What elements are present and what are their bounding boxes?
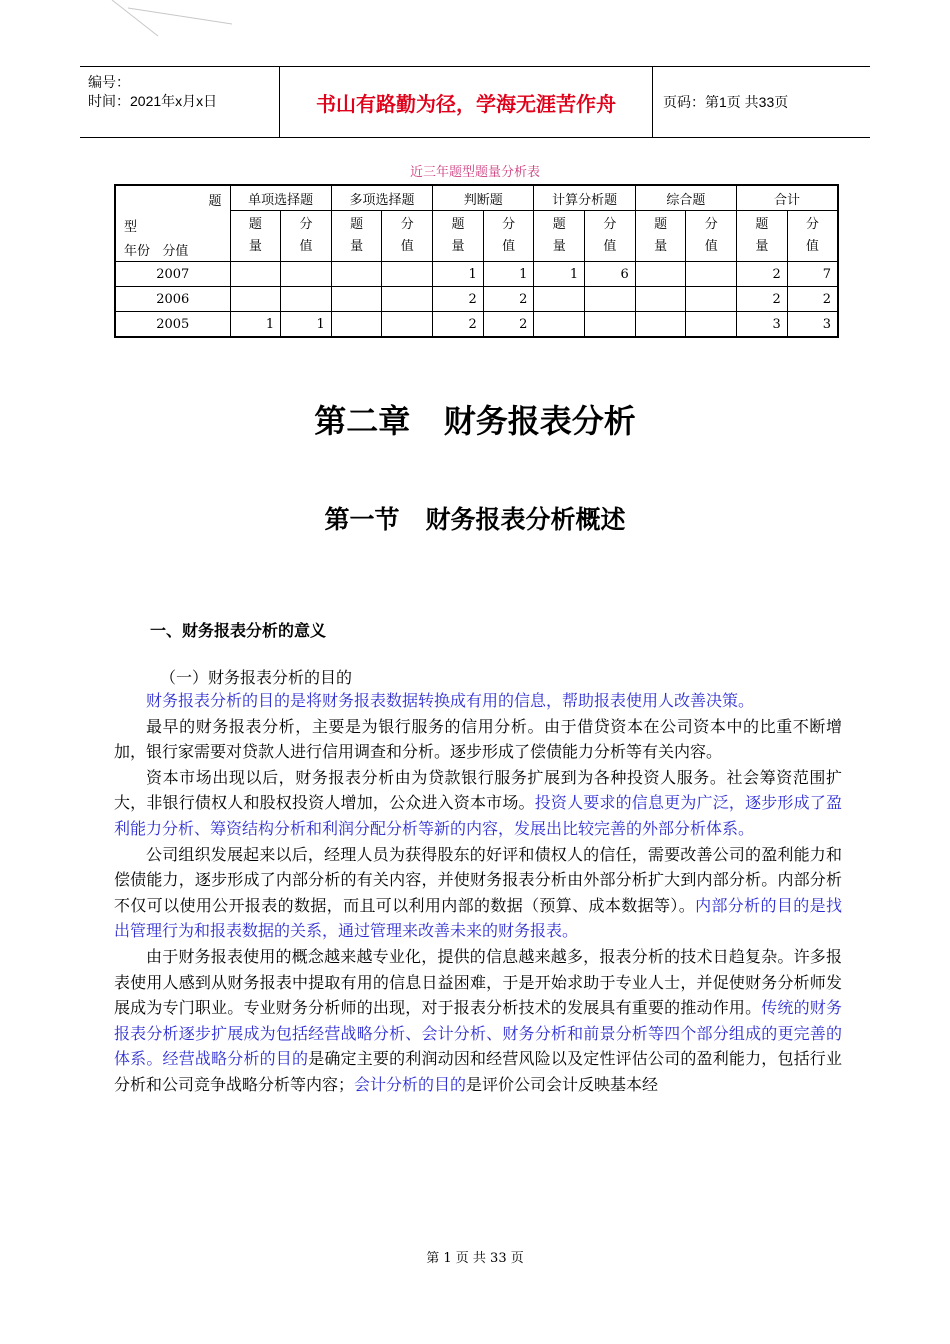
- table-cell: 2: [433, 287, 484, 312]
- sub-header-count: 题 量: [230, 211, 281, 262]
- text-segment: 是评价公司会计反映基本经: [466, 1074, 659, 1094]
- sub-header-score: 分 值: [281, 211, 332, 262]
- table-cell: 2: [737, 262, 788, 287]
- paragraph: [114, 842, 842, 944]
- corner-decoration: [0, 0, 240, 40]
- corner-bottom-label: 年份 分值: [124, 244, 189, 259]
- heading-1: 一、财务报表分析的意义: [150, 621, 327, 640]
- heading-2: （一）财务报表分析的目的: [160, 668, 353, 687]
- paragraph: [114, 688, 842, 714]
- table-cell: 1: [433, 262, 484, 287]
- highlighted-text: 会计分析的目的: [354, 1074, 467, 1094]
- table-cell: 2: [483, 312, 534, 338]
- sub-header-score: 分 值: [585, 211, 636, 262]
- section-title: 第一节 财务报表分析概述: [324, 505, 626, 534]
- table-cell: [331, 262, 382, 287]
- sub-header-count: 题 量: [534, 211, 585, 262]
- time-label: 时间：2021年x月x日: [88, 93, 218, 109]
- sub-header-count: 题 量: [331, 211, 382, 262]
- highlighted-text: 内部分析的目的是找出管理行为和报表数据的关系，通过管理来改善未来的财务报表。: [114, 895, 842, 941]
- group-header: 判断题: [433, 185, 534, 211]
- table-cell: 2: [737, 287, 788, 312]
- document-header: [80, 66, 870, 138]
- group-header: 综合题: [635, 185, 736, 211]
- code-label: 编号：: [88, 74, 130, 90]
- table-cell: [585, 312, 636, 338]
- table-cell: 1: [534, 262, 585, 287]
- group-header: 单项选择题: [230, 185, 331, 211]
- table-cell: [534, 312, 585, 338]
- table-cell: [686, 262, 737, 287]
- table-cell: [635, 287, 686, 312]
- table-cell: [585, 287, 636, 312]
- sub-header-score: 分 值: [382, 211, 433, 262]
- table-caption: 近三年题型题量分析表: [409, 165, 540, 180]
- text-segment: 是确定主要的利润动因和经营风险以及定性评估公司的盈利能力，包括行业分析和公司竞争战略分析等内容；: [114, 1049, 842, 1094]
- sub-header-count: 题 量: [433, 211, 484, 262]
- table-cell: [382, 312, 433, 338]
- sub-header-score: 分 值: [686, 211, 737, 262]
- year-cell: 2007: [115, 262, 230, 287]
- table-cell: [230, 262, 281, 287]
- table-cell: [382, 287, 433, 312]
- table-cell: [281, 262, 332, 287]
- group-header: 多项选择题: [331, 185, 432, 211]
- header-meta: [80, 67, 280, 137]
- table-row: [115, 287, 838, 312]
- text-segment: 公司组织发展起来以后，经理人员为获得股东的好评和债权人的信任，需要改善公司的盈利能力和偿债能力，逐步形成了内部分析的有关内容，并使财务报表分析由外部分析扩大到内部分析。内部分析不仅可以使用公开报表的数据，而且可以利用内部的数据（预算、成本数据等）。: [114, 844, 842, 915]
- table-cell: [331, 287, 382, 312]
- table-cell: [686, 312, 737, 338]
- paragraph: [114, 714, 842, 765]
- highlighted-text: 传统的财务报表分析逐步扩展成为包括经营战略分析、会计分析、财务分析和前景分析等四个部分组成的更完善的体系。经营战略分析的目的: [114, 998, 842, 1069]
- body-text: [114, 688, 842, 1098]
- group-header: 计算分析题: [534, 185, 635, 211]
- table-cell: [230, 287, 281, 312]
- table-cell: 3: [787, 312, 838, 338]
- table-cell: [635, 262, 686, 287]
- table-cell: 2: [483, 287, 534, 312]
- table-cell: 1: [230, 312, 281, 338]
- text-segment: 由于财务报表使用的概念越来越专业化，提供的信息越来越多，报表分析的技术日趋复杂。许多报表使用人感到从财务报表中提取有用的信息日益困难，于是开始求助于专业人士，并促使财务分析师发展成为专门职业。专业财务分析师的出现，对于报表分析技术的发展具有重要的推动作用。: [114, 946, 842, 1018]
- corner-mid-label: 型: [124, 220, 138, 235]
- chapter-title: 第二章 财务报表分析: [314, 402, 636, 440]
- corner-top-label: 题: [208, 194, 222, 209]
- text-segment: 最早的财务报表分析，主要是为银行服务的信用分析。由于借贷资本在公司资本中的比重不断增加，银行家需要对贷款人进行信用调查和分析。逐步形成了偿债能力分析等有关内容。: [114, 716, 842, 762]
- group-header: 合计: [737, 185, 838, 211]
- table-cell: [686, 287, 737, 312]
- table-cell: 7: [787, 262, 838, 287]
- text-segment: 资本市场出现以后，财务报表分析由为贷款银行服务扩展到为各种投资人服务。社会筹资范围扩大，非银行债权人和股权投资人增加，公众进入资本市场。: [114, 767, 842, 813]
- table-cell: [382, 262, 433, 287]
- table-row: [115, 312, 838, 338]
- year-cell: 2006: [115, 287, 230, 312]
- question-stats-table: [114, 184, 839, 338]
- table-row: [115, 262, 838, 287]
- table-cell: [281, 287, 332, 312]
- paragraph: [114, 765, 842, 842]
- table-cell: 1: [483, 262, 534, 287]
- sub-header-count: 题 量: [635, 211, 686, 262]
- table-cell: 3: [737, 312, 788, 338]
- table-cell: [331, 312, 382, 338]
- table-cell: 2: [787, 287, 838, 312]
- table-cell: [534, 287, 585, 312]
- table-cell: 6: [585, 262, 636, 287]
- sub-header-score: 分 值: [483, 211, 534, 262]
- table-cell: 1: [281, 312, 332, 338]
- sub-header-score: 分 值: [787, 211, 838, 262]
- page-footer: 第 1 页 共 33 页: [426, 1251, 524, 1266]
- header-page-info: 页码：第1页 共33页: [663, 94, 789, 110]
- table-corner-cell: [115, 185, 230, 262]
- highlighted-text: 投资人要求的信息更为广泛，逐步形成了盈利能力分析、筹资结构分析和利润分配分析等新的内容，发展出比较完善的外部分析体系。: [114, 793, 842, 838]
- header-motto: 书山有路勤为径，学海无涯苦作舟: [280, 67, 653, 137]
- sub-header-count: 题 量: [737, 211, 788, 262]
- table-cell: [635, 312, 686, 338]
- year-cell: 2005: [115, 312, 230, 338]
- table-cell: 2: [433, 312, 484, 338]
- paragraph: [114, 944, 842, 1098]
- highlighted-text: 财务报表分析的目的是将财务报表数据转换成有用的信息，帮助报表使用人改善决策。: [146, 691, 755, 710]
